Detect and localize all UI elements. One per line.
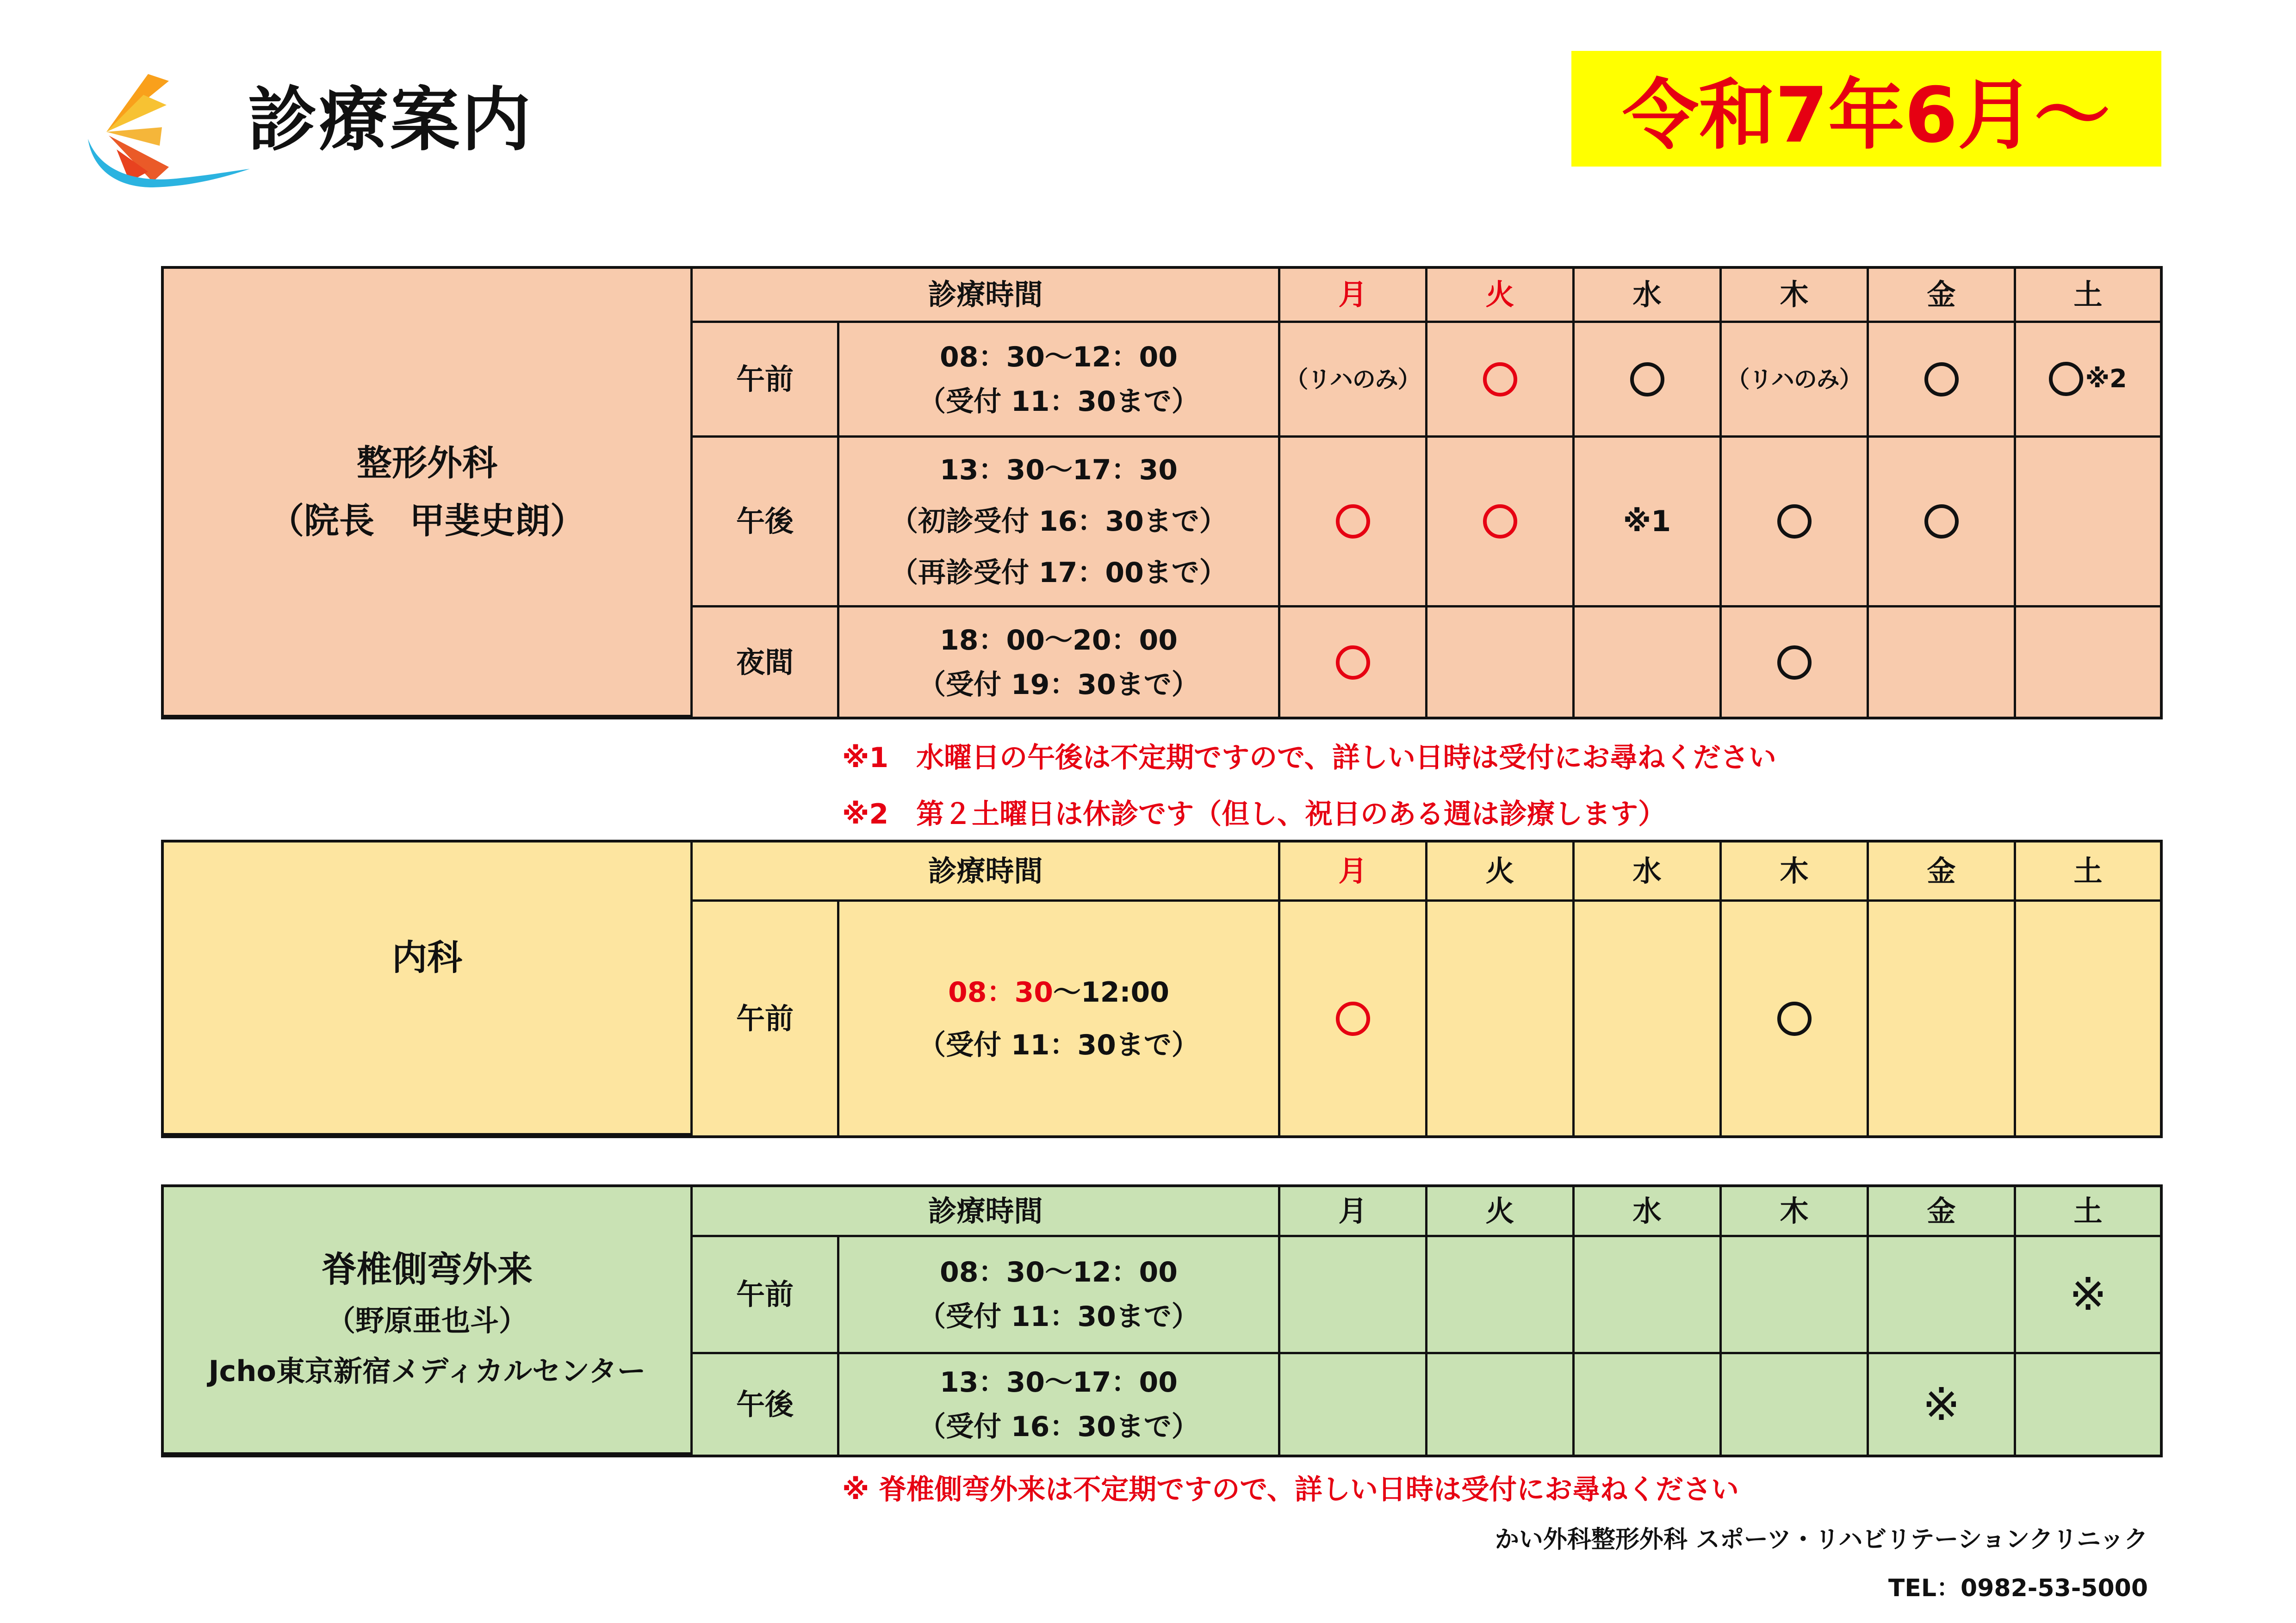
day-header: 木 bbox=[1722, 1187, 1869, 1237]
schedule-cell bbox=[2016, 902, 2160, 1135]
schedule-cell bbox=[1427, 323, 1575, 438]
reception-note: （受付 11：30まで） bbox=[918, 1301, 1199, 1333]
hours-header: 診療時間 bbox=[693, 269, 1280, 323]
schedule-cell bbox=[1722, 607, 1869, 717]
irregular-mark: ※ bbox=[2069, 1268, 2107, 1321]
clinic-name: かい外科整形外科 スポーツ・リハビリテーションクリニック bbox=[1495, 1526, 2148, 1554]
day-header: 火 bbox=[1427, 842, 1575, 902]
schedule-cell bbox=[1280, 323, 1427, 438]
day-header: 金 bbox=[1869, 842, 2016, 902]
reception-note: （受付 19：30まで） bbox=[918, 668, 1199, 701]
schedule-cell bbox=[1427, 1237, 1575, 1354]
open-circle-icon bbox=[2049, 362, 2083, 396]
schedule-cell bbox=[1575, 323, 1722, 438]
orthopedics-note-1: ※1 水曜日の午後は不定期ですので、詳しい日時は受付にお尋ねください bbox=[842, 742, 1776, 774]
open-circle-icon bbox=[1630, 362, 1664, 396]
time-range: 08：30～12：00 bbox=[940, 1256, 1178, 1288]
doctor-name: （野原亜也斗） bbox=[326, 1304, 527, 1338]
date-badge: 令和7年6月～ bbox=[1571, 51, 2161, 167]
open-circle-icon bbox=[1924, 362, 1959, 396]
hours-cell bbox=[839, 902, 1280, 1135]
open-circle-icon bbox=[1483, 362, 1517, 396]
schedule-cell bbox=[1722, 1354, 1869, 1455]
footnote-mark: ※2 bbox=[2085, 364, 2127, 394]
schedule-cell bbox=[1722, 438, 1869, 607]
schedule-cell bbox=[1869, 1354, 2016, 1455]
hours-cell bbox=[839, 1354, 1280, 1455]
schedule-cell bbox=[1575, 902, 1722, 1135]
hours-cell bbox=[839, 323, 1280, 438]
schedule-cell bbox=[1869, 902, 2016, 1135]
period-label: 午前 bbox=[693, 323, 839, 438]
schedule-cell bbox=[1722, 902, 1869, 1135]
schedule-cell bbox=[1869, 1237, 2016, 1354]
open-circle-icon bbox=[1336, 504, 1370, 539]
internal-label bbox=[164, 842, 693, 1135]
day-header: 火 bbox=[1427, 269, 1575, 323]
day-header: 月 bbox=[1280, 269, 1427, 323]
schedule-cell bbox=[2016, 1237, 2160, 1354]
schedule-cell bbox=[1280, 1237, 1427, 1354]
day-header: 月 bbox=[1280, 1187, 1427, 1237]
day-header: 土 bbox=[2016, 269, 2160, 323]
day-header: 水 bbox=[1575, 269, 1722, 323]
time-range: 18：00～20：00 bbox=[940, 624, 1178, 657]
hours-cell bbox=[839, 1237, 1280, 1354]
footnote-mark: ※1 bbox=[1623, 504, 1671, 539]
department-name: 脊椎側弯外来 bbox=[322, 1249, 533, 1290]
open-circle-icon bbox=[1777, 504, 1812, 539]
day-header: 火 bbox=[1427, 1187, 1575, 1237]
day-header: 金 bbox=[1869, 269, 2016, 323]
schedule-cell bbox=[1427, 607, 1575, 717]
schedule-cell bbox=[1722, 1237, 1869, 1354]
day-header: 土 bbox=[2016, 842, 2160, 902]
department-name: 整形外科 bbox=[357, 442, 497, 483]
schedule-cell bbox=[1869, 607, 2016, 717]
period-label: 午前 bbox=[693, 902, 839, 1135]
day-header: 木 bbox=[1722, 269, 1869, 323]
hours-cell bbox=[839, 607, 1280, 717]
day-header: 土 bbox=[2016, 1187, 2160, 1237]
schedule-cell bbox=[1427, 438, 1575, 607]
affiliation: Jcho東京新宿メディカルセンター bbox=[208, 1354, 646, 1388]
clinic-phone: TEL：0982-53-5000 bbox=[1888, 1574, 2148, 1602]
open-circle-icon bbox=[1924, 504, 1959, 539]
day-header: 金 bbox=[1869, 1187, 2016, 1237]
reception-note: （受付 16：30まで） bbox=[918, 1410, 1199, 1443]
period-label: 午後 bbox=[693, 1354, 839, 1455]
clinic-logo-icon bbox=[74, 62, 259, 192]
open-circle-icon bbox=[1336, 1002, 1370, 1036]
open-circle-icon bbox=[1777, 1002, 1812, 1036]
irregular-mark: ※ bbox=[1922, 1378, 1961, 1431]
schedule-cell bbox=[1280, 1354, 1427, 1455]
page-title: 診療案内 bbox=[248, 80, 533, 161]
schedule-cell bbox=[1280, 438, 1427, 607]
schedule-cell bbox=[1869, 323, 2016, 438]
period-label: 午前 bbox=[693, 1237, 839, 1354]
schedule-cell bbox=[2016, 607, 2160, 717]
schedule-cell bbox=[1575, 1237, 1722, 1354]
reception-note: （初診受付 16：30まで） bbox=[890, 505, 1227, 538]
period-label: 夜間 bbox=[693, 607, 839, 717]
period-label: 午後 bbox=[693, 438, 839, 607]
department-name: 内科 bbox=[392, 937, 462, 979]
open-circle-icon bbox=[1777, 645, 1812, 680]
open-circle-icon bbox=[1483, 504, 1517, 539]
schedule-cell bbox=[2016, 438, 2160, 607]
day-header: 月 bbox=[1280, 842, 1427, 902]
schedule-cell bbox=[1427, 902, 1575, 1135]
schedule-cell bbox=[1280, 902, 1427, 1135]
schedule-cell bbox=[2016, 1354, 2160, 1455]
scoliosis-table bbox=[161, 1184, 2163, 1457]
scoliosis-label bbox=[164, 1187, 693, 1455]
rehab-only-text: （リハのみ） bbox=[1726, 365, 1862, 393]
orthopedics-label bbox=[164, 269, 693, 717]
schedule-cell bbox=[1575, 438, 1722, 607]
time-range: 08：30～12:00 bbox=[948, 976, 1169, 1009]
schedule-cell bbox=[1575, 1354, 1722, 1455]
day-header: 水 bbox=[1575, 842, 1722, 902]
hours-header: 診療時間 bbox=[693, 842, 1280, 902]
reception-note: （再診受付 17：00まで） bbox=[890, 556, 1227, 589]
hours-cell bbox=[839, 438, 1280, 607]
day-header: 水 bbox=[1575, 1187, 1722, 1237]
orthopedics-note-2: ※2 第２土曜日は休診です（但し、祝日のある週は診療します） bbox=[842, 798, 1666, 830]
open-circle-icon bbox=[1336, 645, 1370, 680]
schedule-cell bbox=[1280, 607, 1427, 717]
hours-header: 診療時間 bbox=[693, 1187, 1280, 1237]
schedule-cell bbox=[1722, 323, 1869, 438]
schedule-cell bbox=[1869, 438, 2016, 607]
doctor-name: （院長 甲斐史朗） bbox=[269, 500, 585, 541]
schedule-cell bbox=[1575, 607, 1722, 717]
reception-note: （受付 11：30まで） bbox=[918, 385, 1199, 418]
schedule-cell bbox=[1427, 1354, 1575, 1455]
day-header: 木 bbox=[1722, 842, 1869, 902]
schedule-cell bbox=[2016, 323, 2160, 438]
reception-note: （受付 11：30まで） bbox=[918, 1028, 1199, 1061]
orthopedics-table bbox=[161, 266, 2163, 719]
rehab-only-text: （リハのみ） bbox=[1285, 365, 1421, 393]
time-range: 13：30～17：00 bbox=[940, 1366, 1178, 1399]
time-range: 08：30～12：00 bbox=[940, 341, 1178, 373]
time-range: 13：30～17：30 bbox=[940, 453, 1178, 486]
internal-medicine-table bbox=[161, 840, 2163, 1138]
scoliosis-note: ※ 脊椎側弯外来は不定期ですので、詳しい日時は受付にお尋ねください bbox=[842, 1474, 1739, 1506]
